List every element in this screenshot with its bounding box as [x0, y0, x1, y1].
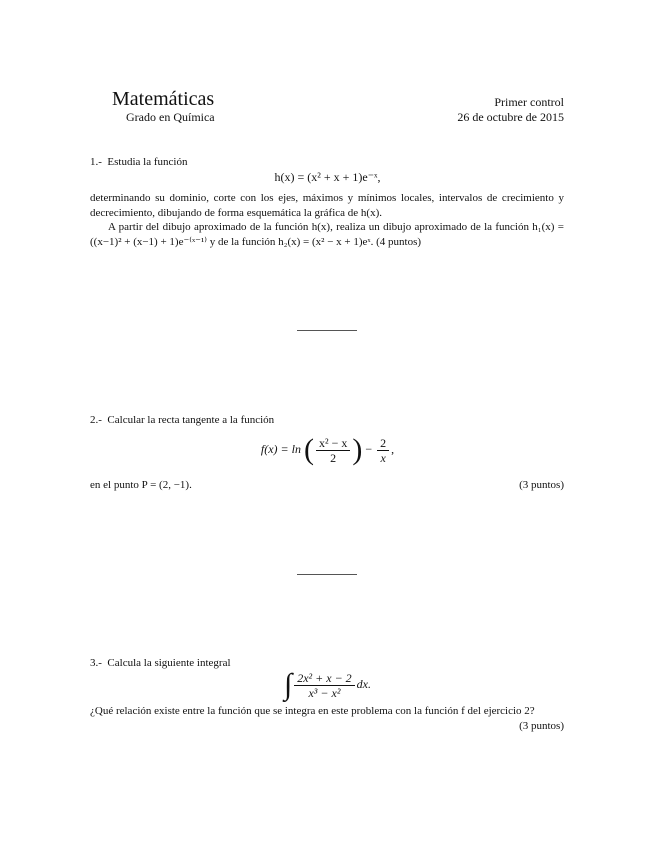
page-title: Matemáticas	[112, 88, 215, 110]
q1-body: determinando su dominio, corte con los ejes, máximos y mínimos locales, intervalos de crecimiento y decrecimiento, dibujando de forma esquemática la gráfica de h(x).	[90, 192, 564, 219]
q3-fraction	[294, 671, 354, 700]
q2-body-line	[90, 478, 564, 493]
right-paren: )	[352, 433, 363, 466]
q2-points: (3 puntos)	[519, 479, 564, 491]
q3-body-block	[90, 704, 564, 734]
q2-body: en el punto P = (2, −1).	[90, 479, 192, 491]
q2-formula-lhs: f(x) = ln	[260, 441, 301, 456]
q3-label: 3.-	[90, 657, 102, 669]
separator-rule	[297, 330, 357, 331]
exam-name: Primer control	[494, 95, 564, 109]
q3-body: ¿Qué relación existe entre la función que se integra en este problema con la función f del ejercicio 2?	[90, 705, 535, 717]
q1-points: (4 puntos)	[376, 236, 422, 248]
q2-minus: −	[365, 441, 373, 456]
q2-frac1-numerator: x² − x	[316, 436, 350, 451]
q1-intro-text: Estudia la función	[107, 156, 188, 168]
q1-part2	[90, 220, 564, 250]
q1-part2-text: A partir del dibujo aproximado de la función h(x), realiza un dibujo aproximado de la función h₁(x) = ((x−1)² + (x−1) + 1)e⁻⁽ˣ⁻¹⁾ y de la función h₂(x) = (x² − x + 1)eˣ.	[90, 221, 564, 248]
integral-sign: ∫	[284, 668, 293, 701]
q3-formula	[0, 668, 655, 702]
q2-intro-text: Calcular la recta tangente a la función	[107, 414, 275, 426]
q1-formula: h(x) = (x² + x + 1)e⁻ˣ,	[274, 170, 381, 184]
separator-rule	[297, 574, 357, 575]
q1-intro	[90, 155, 564, 170]
q2-trail: ,	[391, 441, 395, 456]
q3-numerator: 2x² + x − 2	[294, 671, 354, 686]
q3-denominator: x³ − x²	[308, 685, 341, 700]
q2-intro	[90, 413, 564, 428]
q1-label: 1.-	[90, 156, 102, 168]
q2-fraction-1	[316, 436, 350, 465]
q2-frac1-denominator: 2	[330, 450, 337, 465]
q3-intro-text: Calcula la siguiente integral	[107, 657, 231, 669]
q2-frac2-numerator: 2	[377, 436, 389, 451]
q3-dx: dx.	[356, 676, 371, 691]
page-subtitle: Grado en Química	[126, 110, 215, 124]
q2-frac2-denominator: x	[380, 450, 386, 465]
q2-label: 2.-	[90, 414, 102, 426]
exam-date: 26 de octubre de 2015	[457, 110, 564, 124]
q2-fraction-2	[377, 436, 389, 465]
q3-points: (3 puntos)	[519, 720, 564, 732]
left-paren: (	[303, 433, 314, 466]
q2-formula	[0, 433, 655, 467]
